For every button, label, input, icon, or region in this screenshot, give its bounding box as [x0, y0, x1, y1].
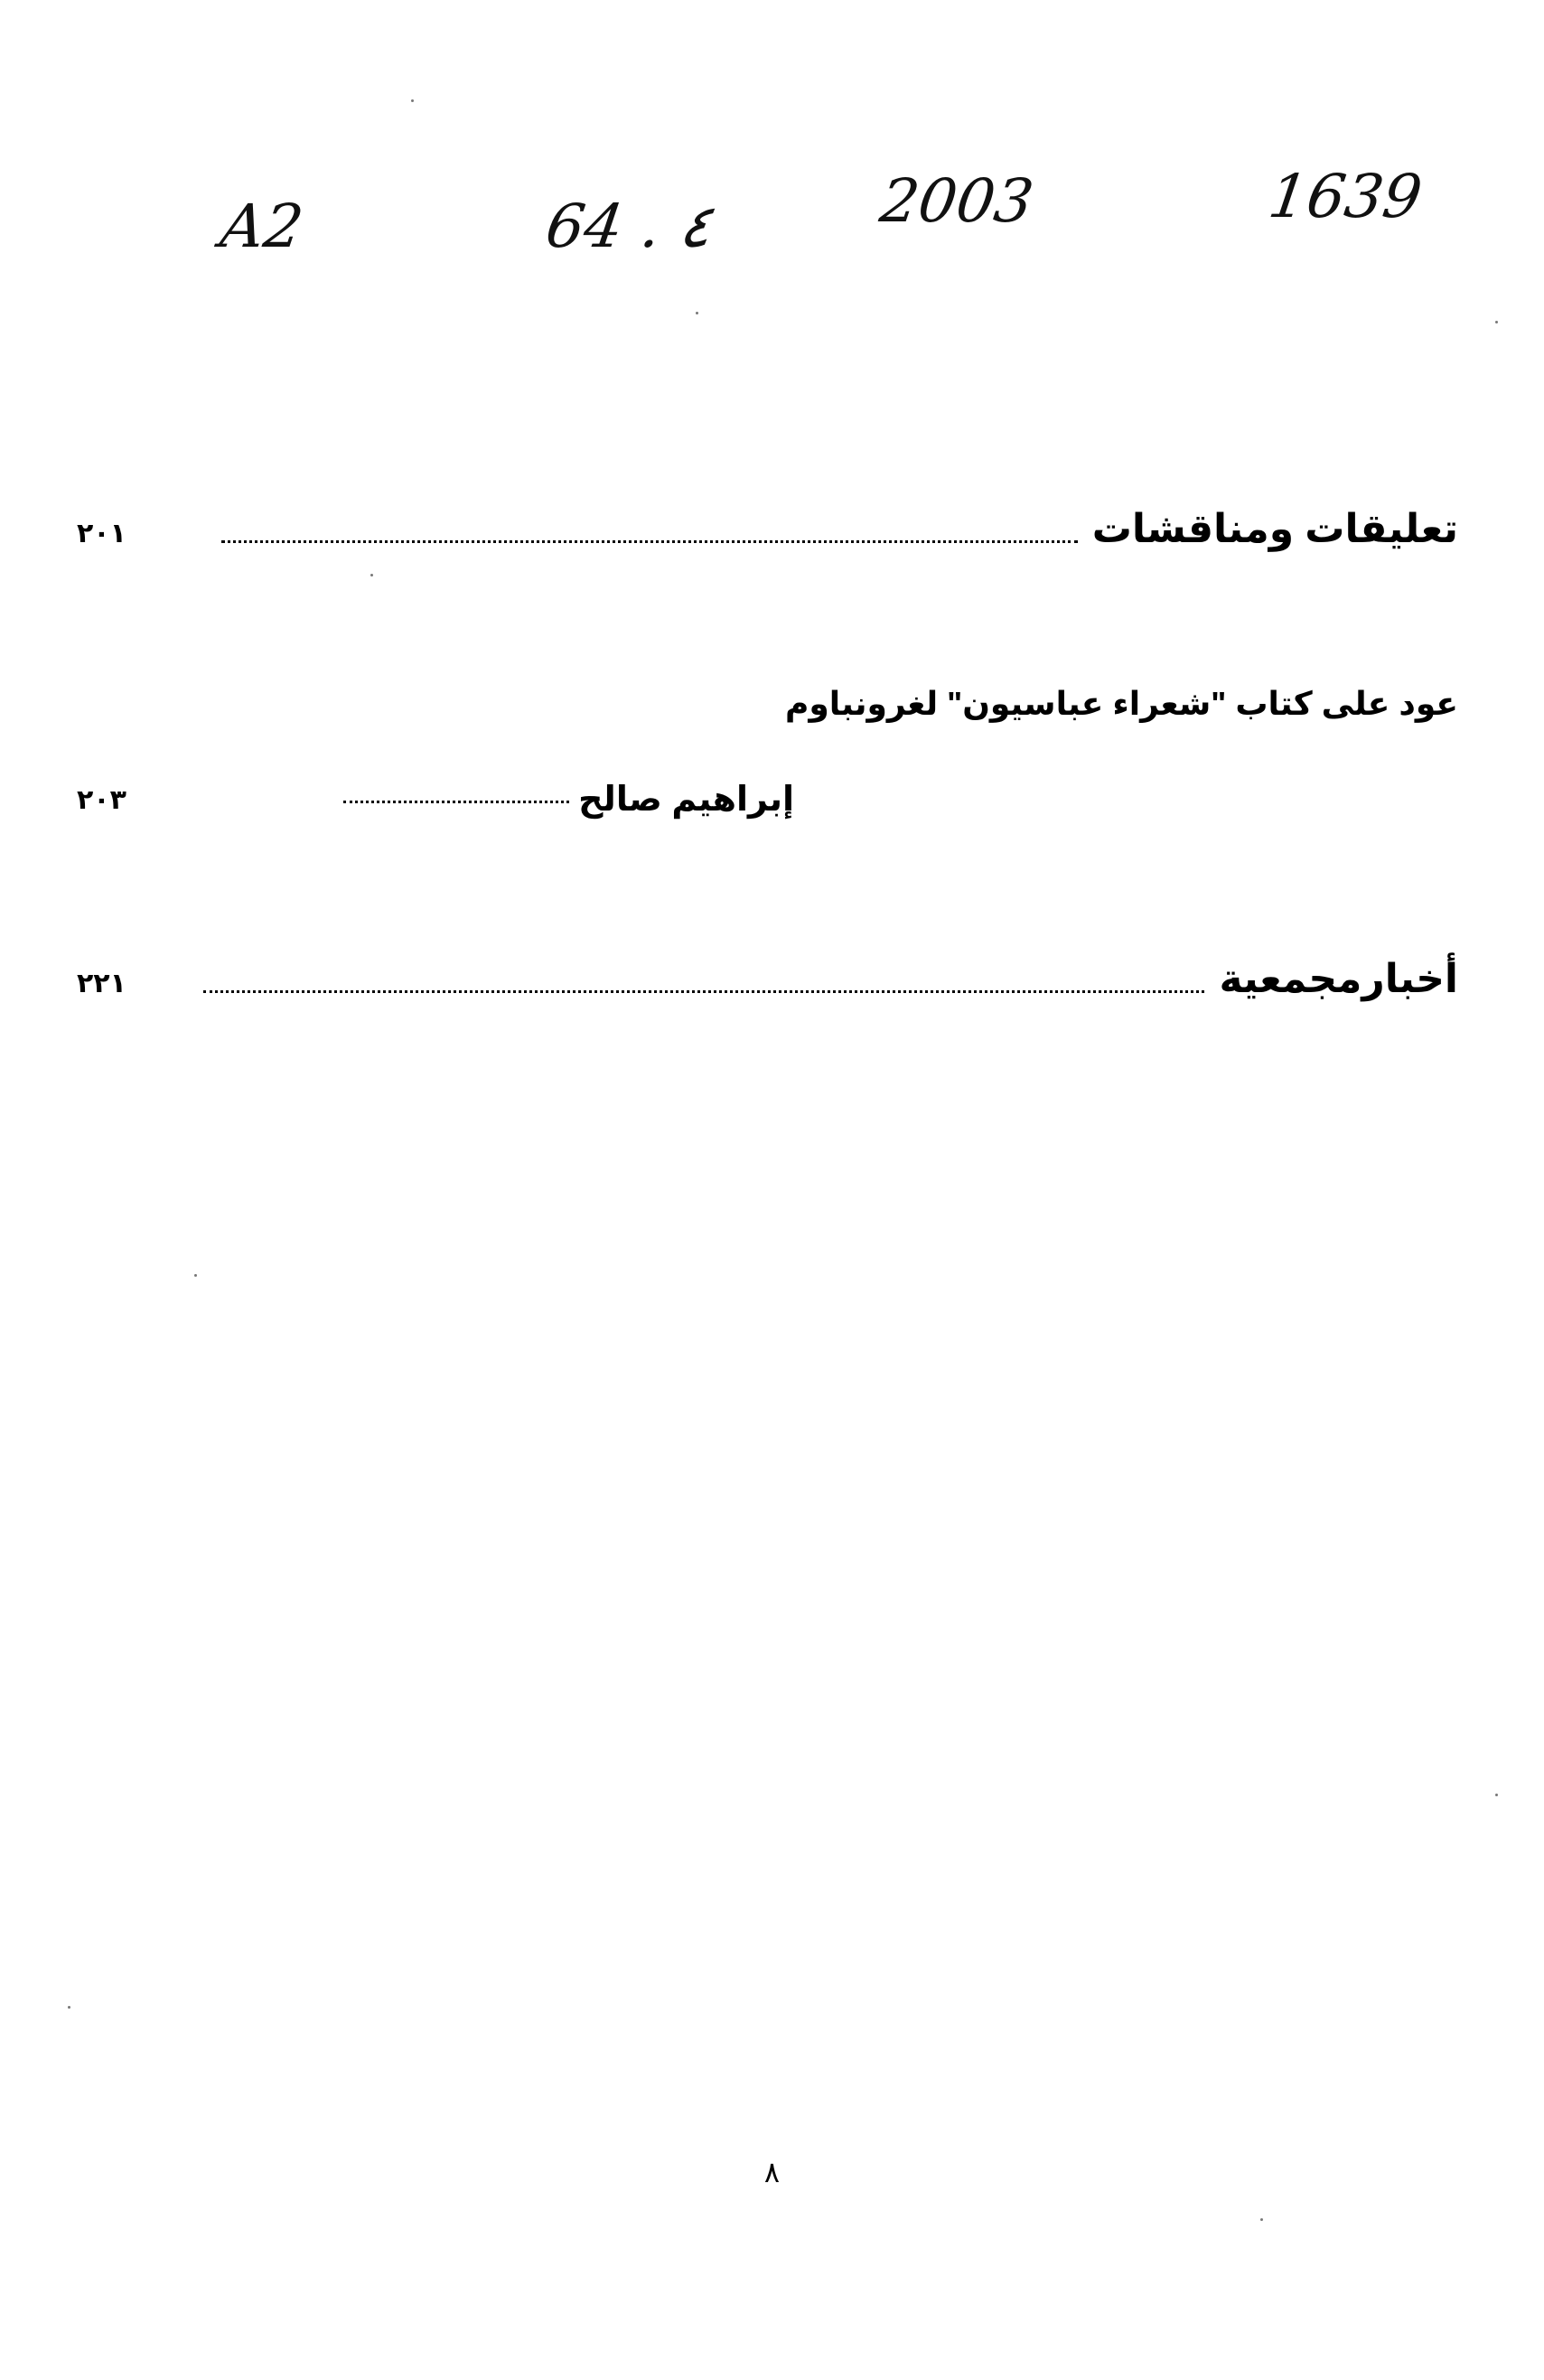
scan-speck	[194, 1274, 197, 1277]
scan-speck	[1260, 2218, 1263, 2221]
toc-entry-page: ٢٠١	[77, 518, 126, 549]
handwritten-mark: A2	[216, 192, 308, 261]
toc-entry-page: ٢٠٣	[77, 784, 126, 816]
dot-leader	[343, 801, 569, 803]
toc-entry-page: ٢٢١	[77, 968, 126, 999]
scan-speck	[370, 574, 373, 576]
dot-leader	[203, 989, 1204, 993]
scan-speck	[696, 312, 698, 314]
toc-entry-author: إبراهيم صالح	[578, 781, 794, 819]
scan-speck	[68, 2006, 70, 2009]
page-number: ٨	[763, 2155, 781, 2189]
toc-entry-title: عود على كتاب "شعراء عباسيون" لغرونباوم	[785, 685, 1458, 722]
scan-speck	[1495, 321, 1498, 323]
toc-entry-title: أخبارمجمعية	[1219, 957, 1458, 1001]
toc-entry	[77, 779, 1458, 833]
toc-entry-author-line	[343, 779, 794, 820]
dot-leader	[221, 539, 1078, 543]
toc-entry	[77, 506, 1458, 552]
scan-speck	[1495, 1794, 1498, 1796]
handwritten-mark: 1639	[1264, 162, 1427, 231]
toc-entry	[77, 956, 1458, 1002]
toc-entry-title: تعليقات ومناقشات	[1091, 507, 1458, 551]
handwritten-mark: 64 . ٤	[541, 192, 716, 261]
scan-speck	[411, 99, 414, 102]
handwritten-mark: 2003	[875, 166, 1038, 236]
